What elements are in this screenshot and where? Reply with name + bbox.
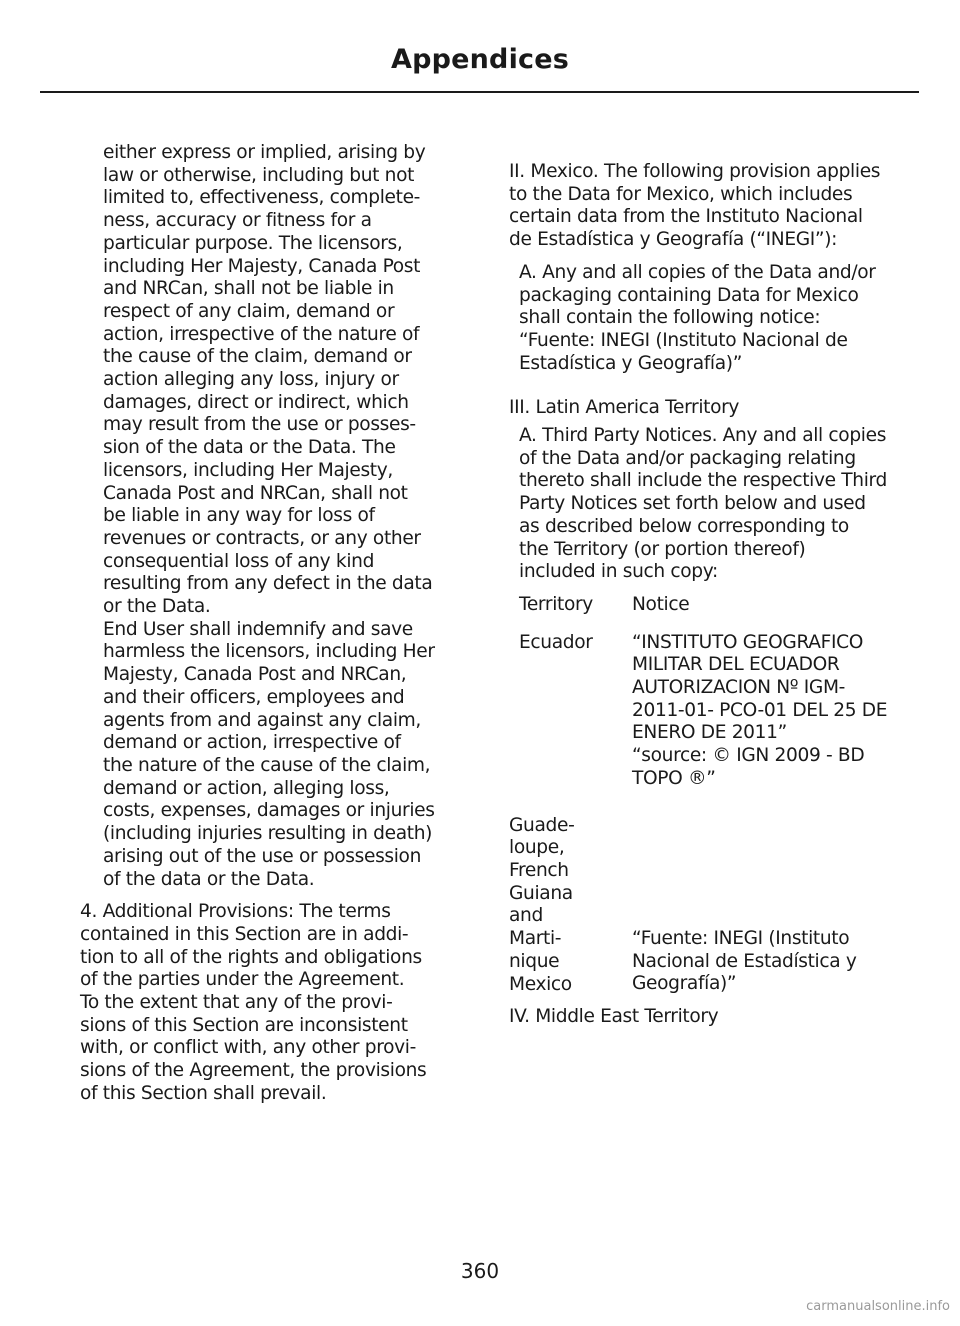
table-header-notice: Notice [632, 593, 690, 615]
table-cell-notice: “INSTITUTO GEOGRAFICO MILITAR DEL ECUADOR AUTORIZACION Nº IGM- 2011-01- PCO-01 DEL 25 DE ENERO DE 2011” [632, 631, 888, 744]
notice-table [519, 594, 909, 791]
left-column [80, 142, 452, 1106]
watermark-text: carmanualsonline.info [806, 1299, 950, 1314]
page-title: Appendices [390, 44, 570, 75]
paragraph-disclaimer-continued: either express or implied, arising by law or otherwise, including but not limited to, effectiveness, complete- ness, accuracy or fitness for a particular purpose. The licensors, including Her Majesty, Canada Post and NRCan, shall not be liable in respect of any claim, demand or action, irrespective of the nature of the cause of the claim, demand or action alleging any loss, injury or damages, direct or indirect, which may result from the use or posses- sion of the data or the Data. The licensors, including Her Majesty, Canada Post and NRCan, shall not be liable in any way for loss of revenues or contracts, or any other consequential loss of any kind resulting from any defect in the data or the Data. [103, 142, 433, 618]
header-divider [40, 91, 919, 93]
table-header-territory: Territory [519, 593, 593, 615]
paragraph-indemnify: End User shall indemnify and save harmless the licensors, including Her Majesty, Canada Post and NRCan, and their officers, employees and agents from and against any claim, demand or action, irrespective of the nature of the cause of the claim, demand or action, alleging loss, costs, expenses, damages or injuries (including injuries resulting in death) arising out of the use or possession of the data or the Data. [103, 618, 435, 890]
latam-item-a: A. Third Party Notices. Any and all copies of the Data and/or packaging relating thereto shall include the respective Third Party Notices set forth below and used as described below corresponding to the Territory (or portion thereof) included in such copy: [519, 425, 887, 583]
heading-middle-east: IV. Middle East Territory [509, 1006, 719, 1028]
table-cell-territory: Guade- loupe, French Guiana and Marti- nique Mexico [509, 814, 575, 995]
table-row [519, 632, 909, 746]
table-cell-territory: Ecuador [519, 631, 593, 653]
heading-latin-america: III. Latin America Territory [509, 397, 740, 419]
paragraph-additional-provisions: 4. Additional Provisions: The terms contained in this Section are in addi- tion to all of the rights and obligations of the parties under the Agreement. To the extent that any of the provi- sions of this Section are inconsistent with, or conflict with, any other provi- sions of the Agreement, the provisions of this Section shall prevail. [80, 901, 427, 1104]
table-cell-territory [519, 745, 632, 790]
table-header-row [519, 594, 909, 617]
page-number: 360 [460, 1259, 500, 1283]
right-column [509, 161, 909, 1029]
table-row [519, 745, 909, 790]
mexico-item-a: A. Any and all copies of the Data and/or packaging containing Data for Mexico shall contain the following notice: “Fuente: INEGI (Instituto Nacional de Estadística y Geografía)” [519, 261, 876, 374]
table-cell-notice: “source: © IGN 2009 - BD TOPO ®” [632, 745, 865, 789]
table-cell-notice: “Fuente: INEGI (Instituto Nacional de Estadística y Geografía)” [632, 928, 857, 995]
table-bottom-rows [509, 815, 909, 997]
heading-mexico: II. Mexico. The following provision applies to the Data for Mexico, which includes certain data from the Instituto Nacional de Estadística y Geografía (“INEGI”): [509, 161, 881, 251]
